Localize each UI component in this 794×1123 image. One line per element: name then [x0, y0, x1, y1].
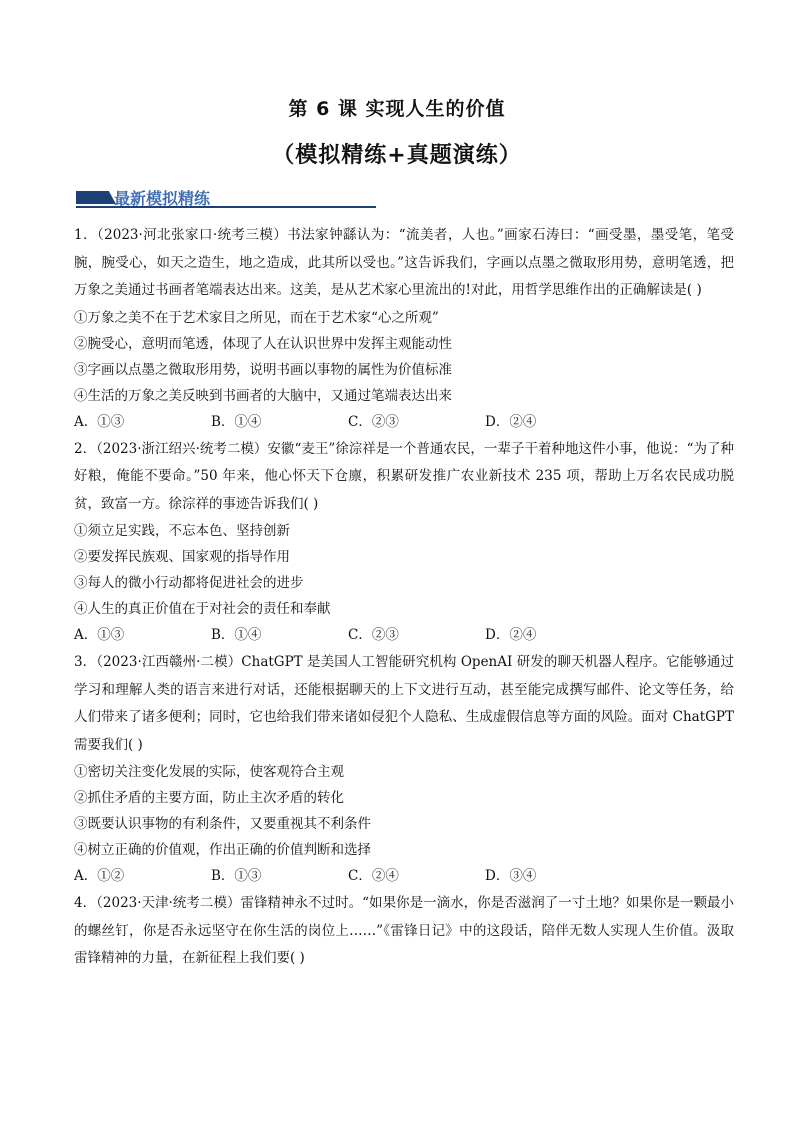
statement-item: ①须立足实践，不忘本色、坚持创新 [74, 523, 290, 539]
statement-item: ④树立正确的价值观，作出正确的价值判断和选择 [74, 842, 371, 858]
statement-item: ④生活的万象之美反映到书画者的大脑中，又通过笔端表达出来 [74, 387, 452, 404]
question-1 [74, 222, 734, 435]
section-banner-shape [76, 191, 116, 204]
statement-item: ②腕受心，意明而笔透，体现了人在认识世界中发挥主观能动性 [74, 335, 452, 352]
option-d: D．③④ [485, 868, 537, 884]
option-c: C．②③ [348, 413, 399, 430]
question-list [74, 222, 734, 973]
option-d: D．②④ [485, 413, 537, 430]
question-stem: 3．（2023·江西赣州·二模）ChatGPT 是美国人工智能研究机构 OpenAI 研发的聊天机器人程序。它能够通过学习和理解人类的语言来进行对话，还能根据聊天的上下文进行互动，甚至能完成撰写邮件、论文等任务，给人们带来了诸多便利；同时，它也给我们带来诸如侵犯个人隐私、生成虚假信息等方面的风险。面对 ChatGPT 需要我们( ) [74, 654, 734, 753]
question-stem: 1．（2023·河北张家口·统考三模）书法家钟繇认为：“流美者，人也。”画家石涛曰：“画受墨，墨受笔，笔受腕，腕受心，如天之造生，地之造成，此其所以受也。”这告诉我们，字画以点墨之微取形用势，意明笔透，把万象之美通过书画者笔端表达出来。这美，是从艺术家心里流出的!对此，用哲学思维作出的正确解读是( ) [74, 227, 734, 298]
option-c: C．②③ [348, 627, 399, 643]
statement-item: ①万象之美不在于艺术家目之所见，而在于艺术家“心之所观” [74, 309, 439, 326]
page-title: 第 6 课 实现人生的价值 [288, 98, 506, 120]
question-stem: 2．（2023·浙江绍兴·统考二模）安徽“麦王”徐淙祥是一个普通农民，一辈子干着种地这件小事，他说：“为了种好粮，俺能不要命。”50 年来，他心怀天下仓廪，积累研发推广农业新技术 235 项，帮助上万名农民成功脱贫，致富一方。徐淙祥的事迹告诉我们( ) [74, 440, 734, 512]
option-a: A．①② [74, 868, 125, 884]
statement-item: ②要发挥民族观、国家观的指导作用 [74, 549, 290, 565]
answer-options [74, 622, 734, 648]
question-stem: 4．（2023·天津·统考二模）雷锋精神永不过时。“如果你是一滴水，你是否滋润了一寸土地？如果你是一颗最小的螺丝钉，你是否永远坚守在你生活的岗位上……”《雷锋日记》中的这段话，陪伴无数人实现人生价值。汲取雷锋精神的力量，在新征程上我们要( ) [74, 895, 734, 966]
option-b: B．①④ [211, 413, 262, 430]
option-b: B．①③ [211, 868, 262, 884]
statement-item: ①密切关注变化发展的实际，使客观符合主观 [74, 764, 344, 780]
page-subtitle: （模拟精练+真题演练） [272, 143, 522, 168]
statement-item: ④人生的真正价值在于对社会的责任和奉献 [74, 601, 331, 617]
statement-item: ③每人的微小行动都将促进社会的进步 [74, 575, 304, 591]
statement-item: ③字画以点墨之微取形用势，说明书画以事物的属性为价值标准 [74, 361, 452, 378]
option-a: A．①③ [74, 413, 125, 430]
answer-options [74, 409, 734, 435]
statement-item: ③既要认识事物的有利条件，又要重视其不利条件 [74, 816, 371, 832]
option-d: D．②④ [485, 627, 537, 643]
option-c: C．②④ [348, 868, 399, 884]
question-3 [74, 649, 734, 889]
question-2 [74, 436, 734, 649]
question-4 [74, 890, 734, 973]
option-b: B．①④ [211, 627, 262, 643]
section-heading: 最新模拟精练 [114, 189, 211, 208]
section-header [76, 186, 396, 208]
answer-options [74, 863, 734, 889]
option-a: A．①③ [74, 627, 125, 643]
statement-item: ②抓住矛盾的主要方面，防止主次矛盾的转化 [74, 790, 344, 806]
